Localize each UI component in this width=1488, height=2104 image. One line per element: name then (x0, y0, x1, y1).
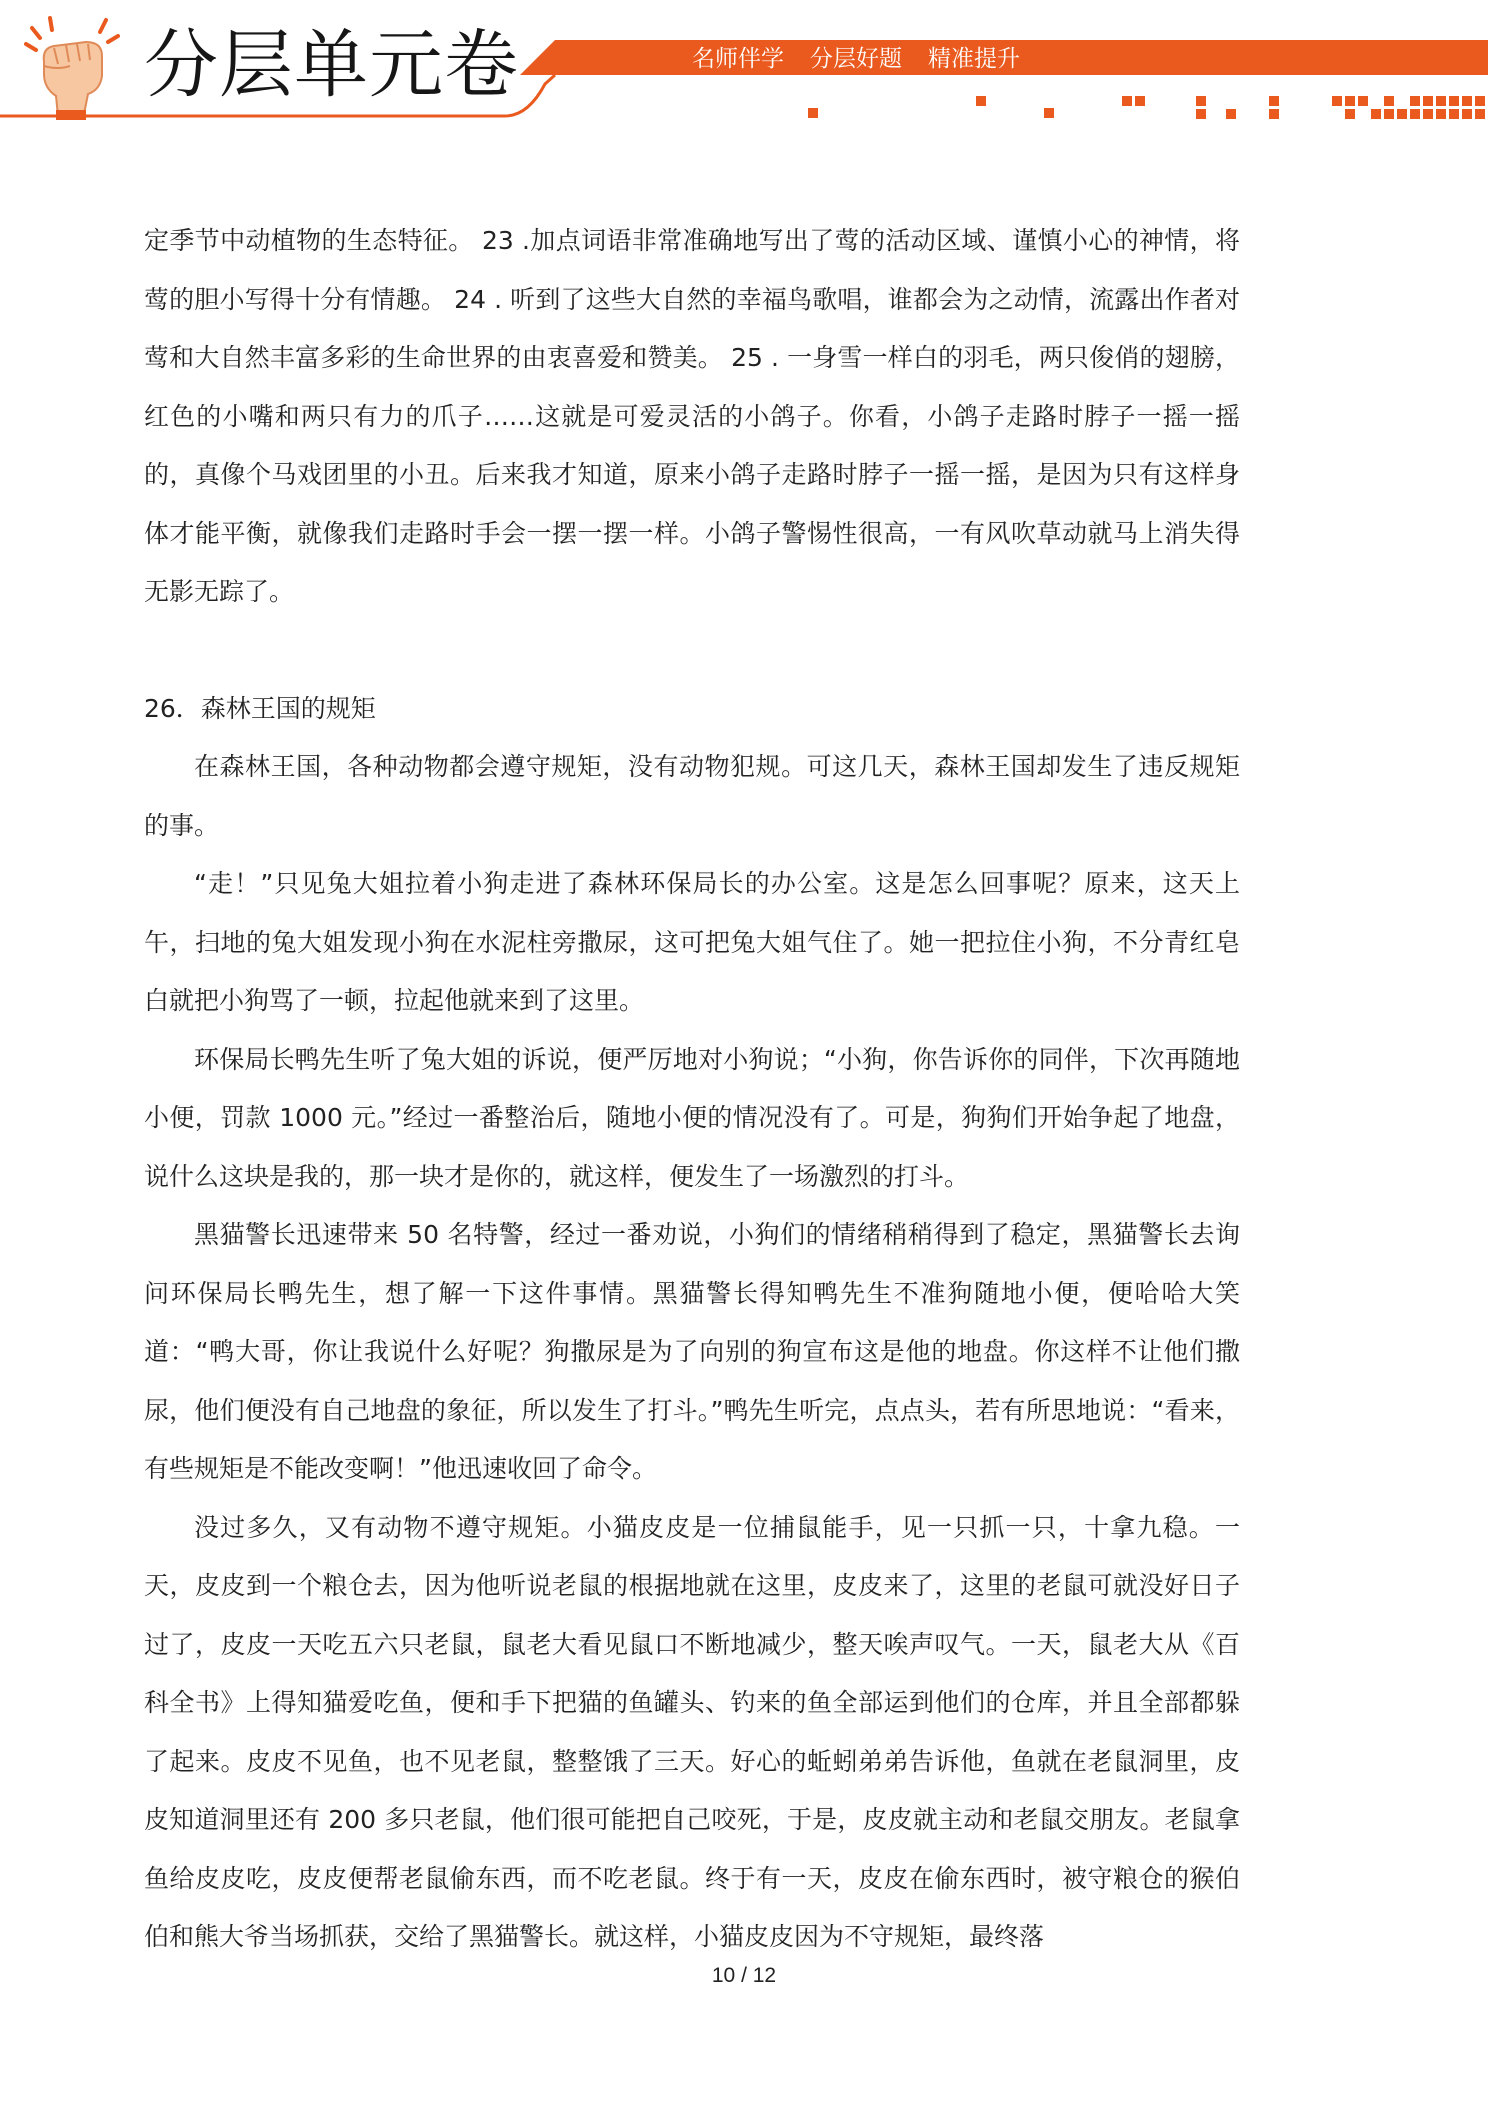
header-title: 分层单元卷 (144, 22, 519, 108)
decorative-squares (808, 96, 1485, 119)
body-paragraph: 环保局长鸭先生听了兔大姐的诉说，便严厉地对小狗说；“小狗，你告诉你的同伴，下次再随地小便，罚款 1000 元。”经过一番整治后，随地小便的情况没有了。可是，狗狗们开始争起了地盘，说什么这块是我的，那一块才是你的，就这样，便发生了一场激烈的打斗。 (144, 1044, 1240, 1191)
body-paragraph: 没过多久，又有动物不遵守规矩。小猫皮皮是一位捕鼠能手，见一只抓一只，十拿九稳。一天，皮皮到一个粮仓去，因为他听说老鼠的根据地就在这里，皮皮来了，这里的老鼠可就没好日子过了，皮皮一天吃五六只老鼠，鼠老大看见鼠口不断地减少，整天唉声叹气。一天，鼠老大从《百科全书》上得知猫爱吃鱼，便和手下把猫的鱼罐头、钓来的鱼全部运到他们的仓库，并且全部都躲了起来。皮皮不见鱼，也不见老鼠，整整饿了三天。好心的蚯蚓弟弟告诉他，鱼就在老鼠洞里，皮皮知道洞里还有 200 多只老鼠，他们很可能把自己咬死，于是，皮皮就主动和老鼠交朋友。老鼠拿鱼给皮皮吃，皮皮便帮老鼠偷东西，而不吃老鼠。终于有一天，皮皮在偷东西时，被守粮仓的猴伯伯和熊大爷当场抓获，交给了黑猫警长。就这样，小猫皮皮因为不守规矩，最终落 (144, 1512, 1240, 1951)
body-paragraph: “走！”只见兔大姐拉着小狗走进了森林环保局长的办公室。这是怎么回事呢？原来，这天上午，扫地的兔大姐发现小狗在水泥柱旁撒尿，这可把兔大姐气住了。她一把拉住小狗，不分青红皂白就把小狗骂了一顿，拉起他就来到了这里。 (144, 869, 1240, 1015)
slogan-item: 名师伴学 (692, 46, 784, 72)
passage-title: 26．森林王国的规矩 (144, 693, 376, 723)
page-number: 10 / 12 (711, 1964, 777, 1987)
document-body (144, 212, 1240, 1967)
page-header (0, 0, 1488, 130)
body-paragraph: 在森林王国，各种动物都会遵守规矩，没有动物犯规。可这几天，森林王国却发生了违反规矩的事。 (144, 752, 1240, 840)
slogan-item: 分层好题 (810, 46, 902, 72)
header-slogan (692, 41, 1020, 77)
body-paragraph: 黑猫警长迅速带来 50 名特警，经过一番劝说，小狗们的情绪稍稍得到了稳定，黑猫警长去询问环保局长鸭先生，想了解一下这件事情。黑猫警长得知鸭先生不准狗随地小便，便哈哈大笑道：“鸭大哥，你让我说什么好呢？狗撒尿是为了向别的狗宣布这是他的地盘。你这样不让他们撒尿，他们便没有自己地盘的象征，所以发生了打斗。”鸭先生听完，点点头，若有所思地说：“看来，有些规矩是不能改变啊！”他迅速收回了命令。 (144, 1220, 1240, 1483)
raised-fist-icon (14, 14, 126, 122)
answer-paragraph: 定季节中动植物的生态特征。 23 .加点词语非常准确地写出了莺的活动区域、谨慎小心的神情，将莺的胆小写得十分有情趣。 24 . 听到了这些大自然的幸福鸟歌唱，谁都会为之动情，流露出作者对莺和大自然丰富多彩的生命世界的由衷喜爱和赞美。 25 . 一身雪一样白的羽毛，两只俊俏的翅膀，红色的小嘴和两只有力的爪子……这就是可爱灵活的小鸽子。你看，小鸽子走路时脖子一摇一摇的，真像个马戏团里的小丑。后来我才知道，原来小鸽子走路时脖子一摇一摇，是因为只有这样身体才能平衡，就像我们走路时手会一摆一摆一样。小鸽子警惕性很高，一有风吹草动就马上消失得无影无踪了。 (144, 226, 1240, 606)
slogan-item: 精准提升 (928, 46, 1020, 72)
